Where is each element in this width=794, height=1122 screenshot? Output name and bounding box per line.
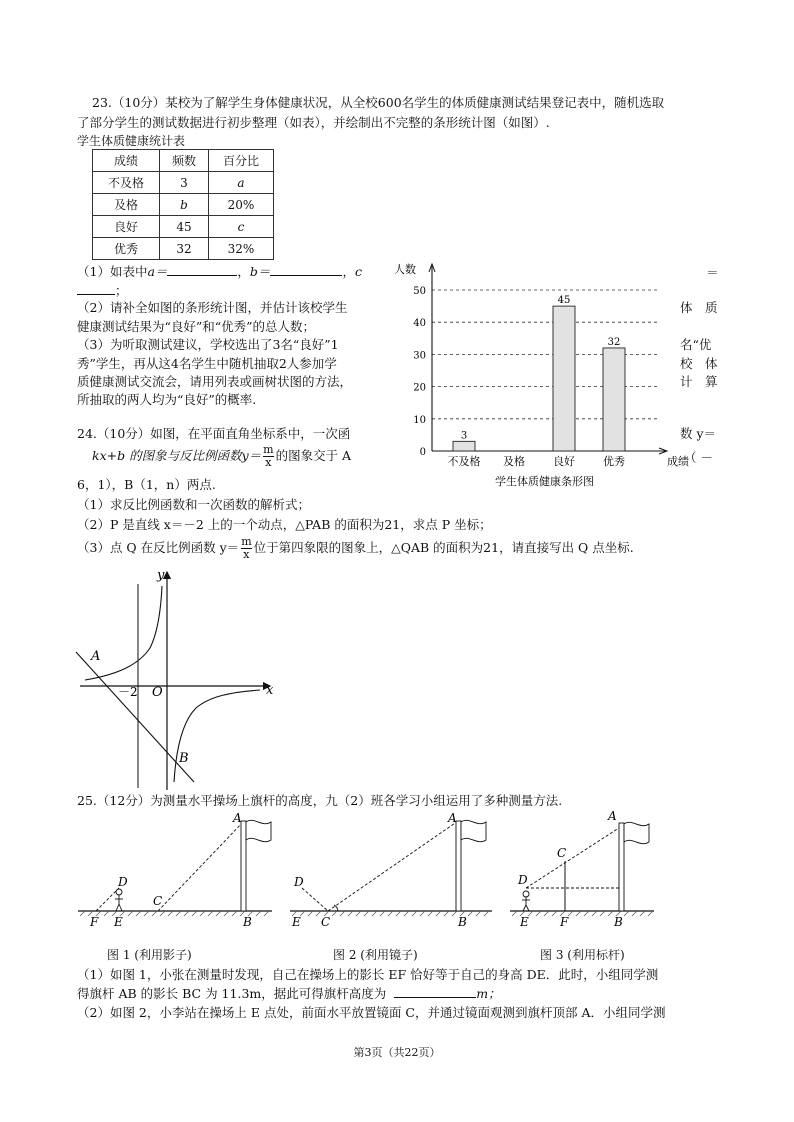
table-header-cell: 百分比 (209, 150, 274, 172)
label-c: C (153, 894, 163, 908)
part3-prefix: （3）点 Q 在反比例函数 y＝ (77, 540, 240, 555)
q23-part3-line3: 质健康测试交流会，请用列表或画树状图的方法， (77, 374, 353, 389)
q23-part1 (77, 263, 362, 281)
bar (603, 348, 625, 451)
point-a-label: A (91, 649, 101, 664)
q23-part3-line4: 所抽取的两人均为“良好”的概率. (77, 392, 257, 407)
bar (553, 306, 575, 451)
table-cell: 3 (160, 172, 209, 194)
bar-data-label: 45 (557, 295, 571, 307)
y-tick-label: 0 (419, 447, 426, 458)
part3-suffix: 位于第四象限的图象上，△QAB 的面积为21，请直接写出 Q 点坐标. (253, 540, 634, 555)
table-row (93, 194, 274, 216)
table-cell: 45 (160, 216, 209, 238)
part1-text: 得旗杆 AB 的影长 BC 为 11.3m，据此可得旗杆高度为 (77, 986, 387, 1001)
origin-label: O (152, 685, 163, 700)
table-cell: a (209, 172, 274, 194)
ground-hatch (80, 911, 269, 916)
label-a: A (448, 811, 457, 825)
table-header-cell: 频数 (160, 150, 209, 172)
q23-part2-line2: 健康测试结果为“良好”和“优秀”的总人数； (77, 319, 316, 334)
flagpole (241, 821, 246, 911)
table-cell: 优秀 (93, 238, 160, 260)
table-header-row (93, 150, 274, 172)
bar-data-label: 3 (460, 430, 468, 442)
equals-sign: ＝ (706, 265, 719, 280)
q23-part2-right: 体 质 (680, 300, 718, 315)
health-stat-table (92, 149, 274, 260)
answer-blank-c[interactable] (77, 282, 115, 295)
hyperbola-branch-upper-left (85, 586, 162, 680)
sight-line (526, 826, 622, 888)
comma: ， (342, 264, 355, 279)
label-a: A (608, 809, 617, 823)
fraction-m-over-x: $\frac{m}{x}$ (241, 535, 252, 561)
label-f: F (90, 915, 99, 929)
table-cell: 20% (209, 194, 274, 216)
table-cell: 32% (209, 238, 274, 260)
flagpole-shadow-line (158, 821, 244, 911)
q24-line2 (92, 444, 351, 469)
person-shadow-line (96, 888, 119, 911)
mirror-angle-arc (334, 905, 338, 911)
bar (453, 441, 475, 451)
ground-hatch (512, 911, 653, 916)
answer-blank-height[interactable] (394, 985, 476, 998)
intersect-text: 的图象交于 A (275, 448, 352, 463)
q23-part3-right3: 计 算 (680, 374, 718, 389)
table-cell: 良好 (93, 216, 160, 238)
var-c: c (354, 264, 362, 279)
flag (624, 822, 649, 843)
q23-line2: 了部分学生的测试数据进行初步整理（如表），并绘制出不完整的条形统计图（如图）. (77, 115, 550, 130)
linear-function-line (76, 652, 194, 782)
q24-right2: （ － (684, 450, 713, 465)
table-cell: 32 (160, 238, 209, 260)
mirror-to-top-line (328, 821, 458, 911)
label-b: B (614, 915, 623, 929)
bar-chart (392, 258, 689, 490)
flag (461, 820, 486, 841)
answer-blank-a[interactable] (167, 263, 237, 276)
q24-part2: （2）P 是直线 x＝－2 上的一个动点，△PAB 的面积为21，求点 P 坐标； (77, 517, 492, 532)
table-header-cell: 成绩 (93, 150, 160, 172)
person-figure (115, 889, 123, 911)
part1-prefix: （1）如表中 (77, 264, 148, 279)
y-tick-label: 40 (413, 318, 426, 330)
bar-data-label: 32 (607, 336, 621, 348)
x-tick-label: 及格 (503, 455, 525, 468)
comma: ， (237, 264, 250, 279)
q23-part1-cont (77, 282, 128, 300)
label-b: B (458, 915, 467, 929)
figure-2-caption: 图 2 (利用镜子) (333, 948, 418, 962)
label-c: C (557, 846, 567, 860)
label-d: D (294, 875, 304, 889)
figure-3-pole (508, 808, 658, 930)
x-tick-label: 优秀 (603, 455, 625, 468)
q23-part3-line1: （3）为听取测试建议，学校选出了3名“良好”1 (77, 337, 339, 352)
y-tick-label: 10 (413, 414, 426, 426)
figure-1-shadow (76, 808, 276, 930)
flag (246, 820, 271, 841)
table-row (93, 216, 274, 238)
q25-line1: 25.（12分）为测量水平操场上旗杆的高度，九（2）班各学习小组运用了多种测量方法. (77, 793, 563, 808)
q25-part2-line1: （2）如图 2，小李站在操场上 E 点处，前面水平放置镜面 C，并通过镜面观测到旗杆顶部 A．小组同学测 (77, 1005, 666, 1020)
figure-1-caption: 图 1 (利用影子) (107, 948, 192, 962)
hyperbola-branch-lower-right (174, 690, 260, 782)
q25-part1-line1: （1）如图 1，小张在测量时发现，自己在操场上的影长 EF 恰好等于自己的身高 DE．此时，小组同学测 (77, 967, 659, 982)
label-f: F (560, 915, 569, 929)
page-number: 第3页（共22页） (353, 1046, 441, 1059)
flagpole (456, 821, 461, 911)
q25-part1-line2 (77, 985, 501, 1003)
semicolon: ； (115, 283, 128, 298)
fraction-m-over-x: $\frac{m}{x}$ (263, 443, 274, 469)
chart-title: 学生体质健康条形图 (495, 475, 594, 488)
y-axis-title: 人数 (394, 263, 416, 276)
label-a: A (233, 811, 242, 825)
y-tick-label: 50 (413, 286, 426, 297)
q24-line3: 6，1），B（1，n）两点. (77, 477, 216, 492)
label-b: B (243, 915, 252, 929)
answer-blank-b[interactable] (270, 263, 342, 276)
y-axis-label: y (157, 568, 165, 583)
x-tick-label: 不及格 (447, 455, 481, 468)
label-e: E (114, 915, 123, 929)
y-equals: y＝ (241, 448, 262, 463)
figure-2-mirror (288, 808, 498, 930)
x-tick-label: 良好 (553, 455, 575, 468)
q23-part3-line2: 秀”学生，再从这4名学生中随机抽取2人参加学 (77, 356, 337, 371)
q24-right1: 数 y＝ (680, 426, 717, 441)
eye-to-mirror-line (302, 888, 328, 911)
x-axis-label: x (266, 683, 274, 698)
var-b: b＝ (249, 264, 271, 279)
table-cell: c (209, 216, 274, 238)
label-d: D (518, 873, 528, 887)
q24-line1: 24.（10分）如图，在平面直角坐标系中，一次函 (77, 426, 351, 441)
table-row (93, 238, 274, 260)
y-tick-label: 20 (413, 382, 426, 394)
q24-part1: （1）求反比例函数和一次函数的解析式； (77, 497, 310, 512)
q23-part3-right2: 校 体 (680, 356, 718, 371)
person-figure (522, 891, 530, 911)
label-d: D (118, 875, 128, 889)
q23-line1: 23.（10分）某校为了解学生身体健康状况，从全校600名学生的体质健康测试结果登记表中，随机选取 (92, 95, 665, 110)
table-row (93, 172, 274, 194)
table-cell: 不及格 (93, 172, 160, 194)
label-c: C (321, 915, 331, 929)
var-a: a＝ (147, 264, 168, 279)
x-axis-title: 成绩 (667, 455, 689, 468)
kx-b: kx+b 的图象与反比例函数 (92, 448, 242, 463)
q23-part3-right1: 名“优 (680, 337, 712, 352)
label-e: E (292, 915, 301, 929)
table-cell: b (160, 194, 209, 216)
q24-part3 (77, 536, 634, 561)
q23-part2-line1: （2）请补全如图的条形统计图，并估计该校学生 (77, 300, 348, 315)
table-cell: 及格 (93, 194, 160, 216)
point-b-label: B (179, 751, 189, 766)
label-e: E (520, 915, 529, 929)
figure-3-caption: 图 3 (利用标杆) (540, 948, 625, 962)
flagpole (619, 823, 624, 911)
unit-m: m； (476, 986, 501, 1001)
y-tick-label: 30 (413, 350, 426, 362)
neg2-label: －2 (118, 685, 138, 699)
table-title: 学生体质健康统计表 (77, 134, 186, 148)
coordinate-graph (70, 562, 290, 794)
